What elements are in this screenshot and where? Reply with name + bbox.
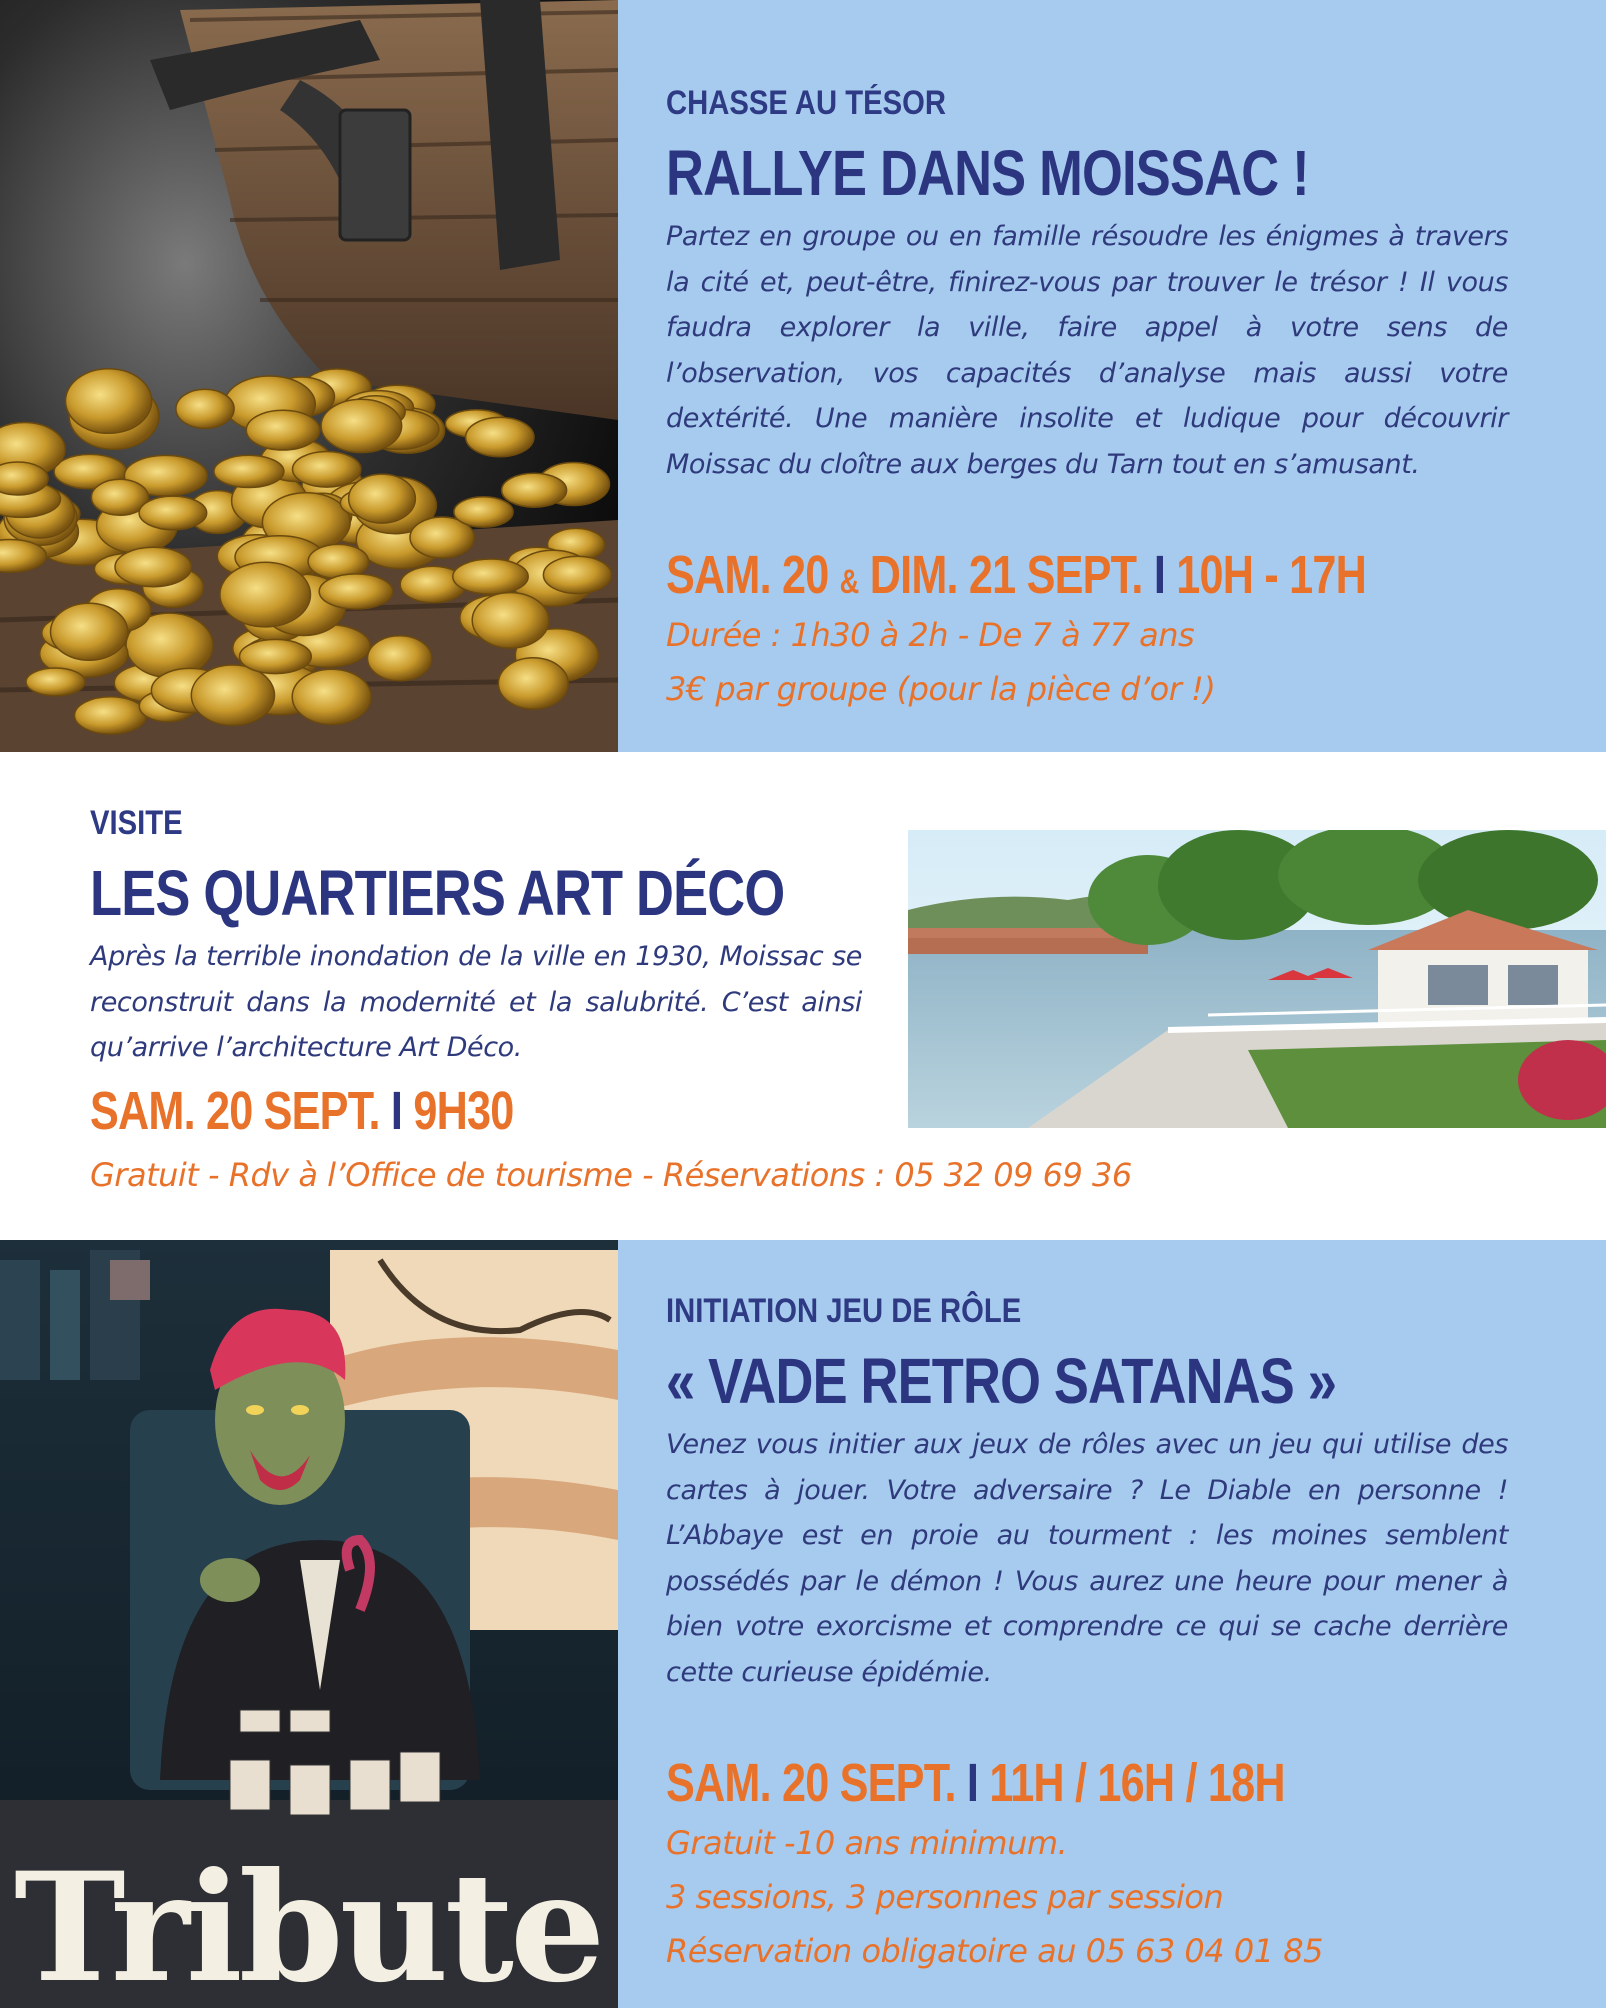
gold-coin: [240, 639, 312, 673]
gold-coin: [66, 369, 152, 434]
event-info-line: 3€ par groupe (pour la pièce d’or !): [666, 670, 1216, 708]
gold-coin: [51, 603, 128, 660]
date-time: 9H30: [413, 1081, 514, 1141]
event-description: Après la terrible inondation de la ville en 1930, Moissac se reconstruit dans la modernité et la salubrité. C’est ainsi qu’arrive l’architecture Art Déco.: [90, 941, 862, 1063]
date-day-2: DIM. 21 SEPT.: [869, 545, 1143, 605]
gold-coin: [466, 417, 534, 456]
gold-coin: [139, 496, 207, 530]
date-day-1: SAM. 20: [666, 545, 829, 605]
event-info-line: Réservation obligatoire au 05 63 04 01 85: [666, 1932, 1323, 1970]
event-date: [666, 544, 1366, 606]
event-info-line: Gratuit -10 ans minimum.: [666, 1824, 1068, 1862]
gold-coin: [292, 669, 371, 724]
treasure-chest-image: [0, 0, 618, 752]
event-treasure-hunt: [0, 0, 1606, 752]
gold-coin: [319, 574, 393, 609]
gold-coin: [453, 559, 528, 594]
event-role-playing: [0, 1240, 1606, 2008]
gold-coin: [498, 658, 568, 709]
date-time: 11H / 16H / 18H: [989, 1753, 1285, 1813]
event-kicker: CHASSE AU TÉSOR: [666, 84, 946, 122]
event-info-line: Durée : 1h30 à 2h - De 7 à 77 ans: [666, 616, 1195, 654]
event-title: LES QUARTIERS ART DÉCO: [90, 857, 785, 929]
date-ampersand: &: [839, 563, 859, 601]
gold-coin: [454, 497, 513, 527]
event-description: Partez en groupe ou en famille résoudre les énigmes à travers la cité et, peut-être, finirez-vous par trouver le trésor ! Il vous faudra explorer la ville, faire appel à votre sens de l’observation, vos capacités d’analyse mais aussi votre dextérité. Une manière insolite et ludique pour découvrir Moissac du cloître aux berges du Tarn tout en s’amusant.: [666, 221, 1508, 480]
date-separator: I: [1153, 545, 1166, 605]
gold-coin: [0, 462, 48, 495]
gold-coin: [472, 593, 549, 648]
event-description: Venez vous initier aux jeux de rôles avec un jeu qui utilise des cartes à jouer. Votre adversaire ? Le Diable en personne ! L’Abbaye est en proie au tourment : les moines semblent possédés par le démon ! Vous aurez une heure pour mener à bien votre exorcisme et comprendre ce qui se cache derrière cette curieuse épidémie.: [666, 1429, 1508, 1688]
poster-title-logo: Tribute: [14, 1840, 602, 2008]
gold-coin: [293, 452, 361, 488]
date-day: SAM. 20 SEPT.: [666, 1753, 956, 1813]
event-title: « VADE RETRO SATANAS »: [666, 1345, 1337, 1417]
gold-coin: [214, 455, 284, 487]
gold-coin: [191, 665, 274, 725]
event-kicker: VISITE: [90, 804, 183, 842]
event-kicker: INITIATION JEU DE RÔLE: [666, 1292, 1022, 1330]
event-date: [666, 1752, 1285, 1814]
gold-coin: [321, 399, 402, 452]
gold-coin: [246, 410, 319, 450]
date-separator: I: [966, 1753, 979, 1813]
event-info-line: 3 sessions, 3 personnes par session: [666, 1878, 1224, 1916]
gold-coin: [368, 636, 432, 681]
event-art-deco-visit: [0, 752, 1606, 1240]
gold-coin: [115, 547, 191, 586]
gold-coin: [349, 474, 416, 523]
gold-coin: [502, 473, 567, 507]
river-bridge-image: [908, 830, 1606, 1128]
gold-coin: [543, 556, 611, 593]
event-title: RALLYE DANS MOISSAC !: [666, 137, 1309, 209]
date-day: SAM. 20 SEPT.: [90, 1081, 380, 1141]
gold-coin: [26, 668, 85, 696]
event-info-line: Gratuit - Rdv à l’Office de tourisme - Réservations : 05 32 09 69 36: [90, 1156, 1132, 1194]
date-separator: I: [390, 1081, 403, 1141]
gold-coin: [75, 697, 147, 734]
date-time: 10H - 17H: [1176, 545, 1366, 605]
event-date: [90, 1080, 513, 1142]
gold-coin: [176, 389, 234, 428]
gold-coin: [220, 562, 311, 627]
